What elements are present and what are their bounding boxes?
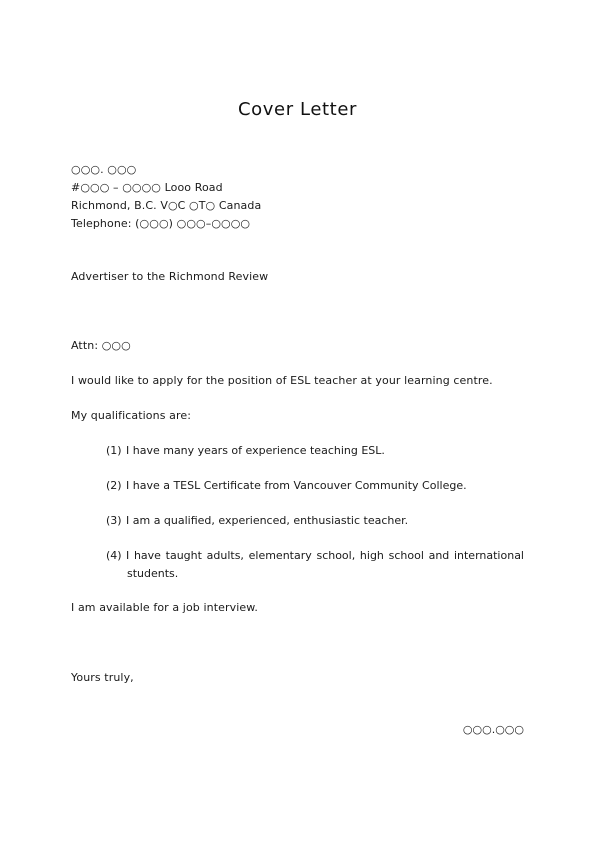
item-number: (4) <box>106 549 122 562</box>
item-text-line1: I have taught adults, elementary school, high school and international <box>126 549 524 562</box>
sender-address-line1: #○○○ – ○○○○ Looo Road <box>71 181 223 194</box>
qualification-item-4 <box>106 547 524 565</box>
recipient: Advertiser to the Richmond Review <box>71 270 269 283</box>
document-title: Cover Letter <box>237 99 357 120</box>
sender-name: ○○○. ○○○ <box>71 163 137 176</box>
item-text-line2: students. <box>127 567 179 580</box>
intro-paragraph: I would like to apply for the position of ESL teacher at your learning centre. <box>71 374 493 387</box>
item-number: (1) <box>106 444 122 457</box>
closing-paragraph: I am available for a job interview. <box>71 601 258 614</box>
item-text: I have many years of experience teaching ESL. <box>126 444 385 457</box>
sender-telephone: Telephone: (○○○) ○○○–○○○○ <box>71 217 251 230</box>
qualifications-heading: My qualifications are: <box>71 409 192 422</box>
sender-address-line2: Richmond, B.C. V○C ○T○ Canada <box>71 199 262 212</box>
complimentary-close: Yours truly, <box>71 671 134 684</box>
qualification-item-3 <box>106 512 524 530</box>
item-text: I have a TESL Certificate from Vancouver Community College. <box>126 479 467 492</box>
item-number: (2) <box>106 479 122 492</box>
qualification-item-1 <box>106 442 524 460</box>
item-number: (3) <box>106 514 122 527</box>
signature-name: ○○○.○○○ <box>462 723 524 736</box>
attention-line: Attn: ○○○ <box>71 339 131 352</box>
qualification-item-2 <box>106 477 524 495</box>
item-text: I am a qualified, experienced, enthusiastic teacher. <box>126 514 409 527</box>
qualification-item-4-continued <box>127 565 427 583</box>
